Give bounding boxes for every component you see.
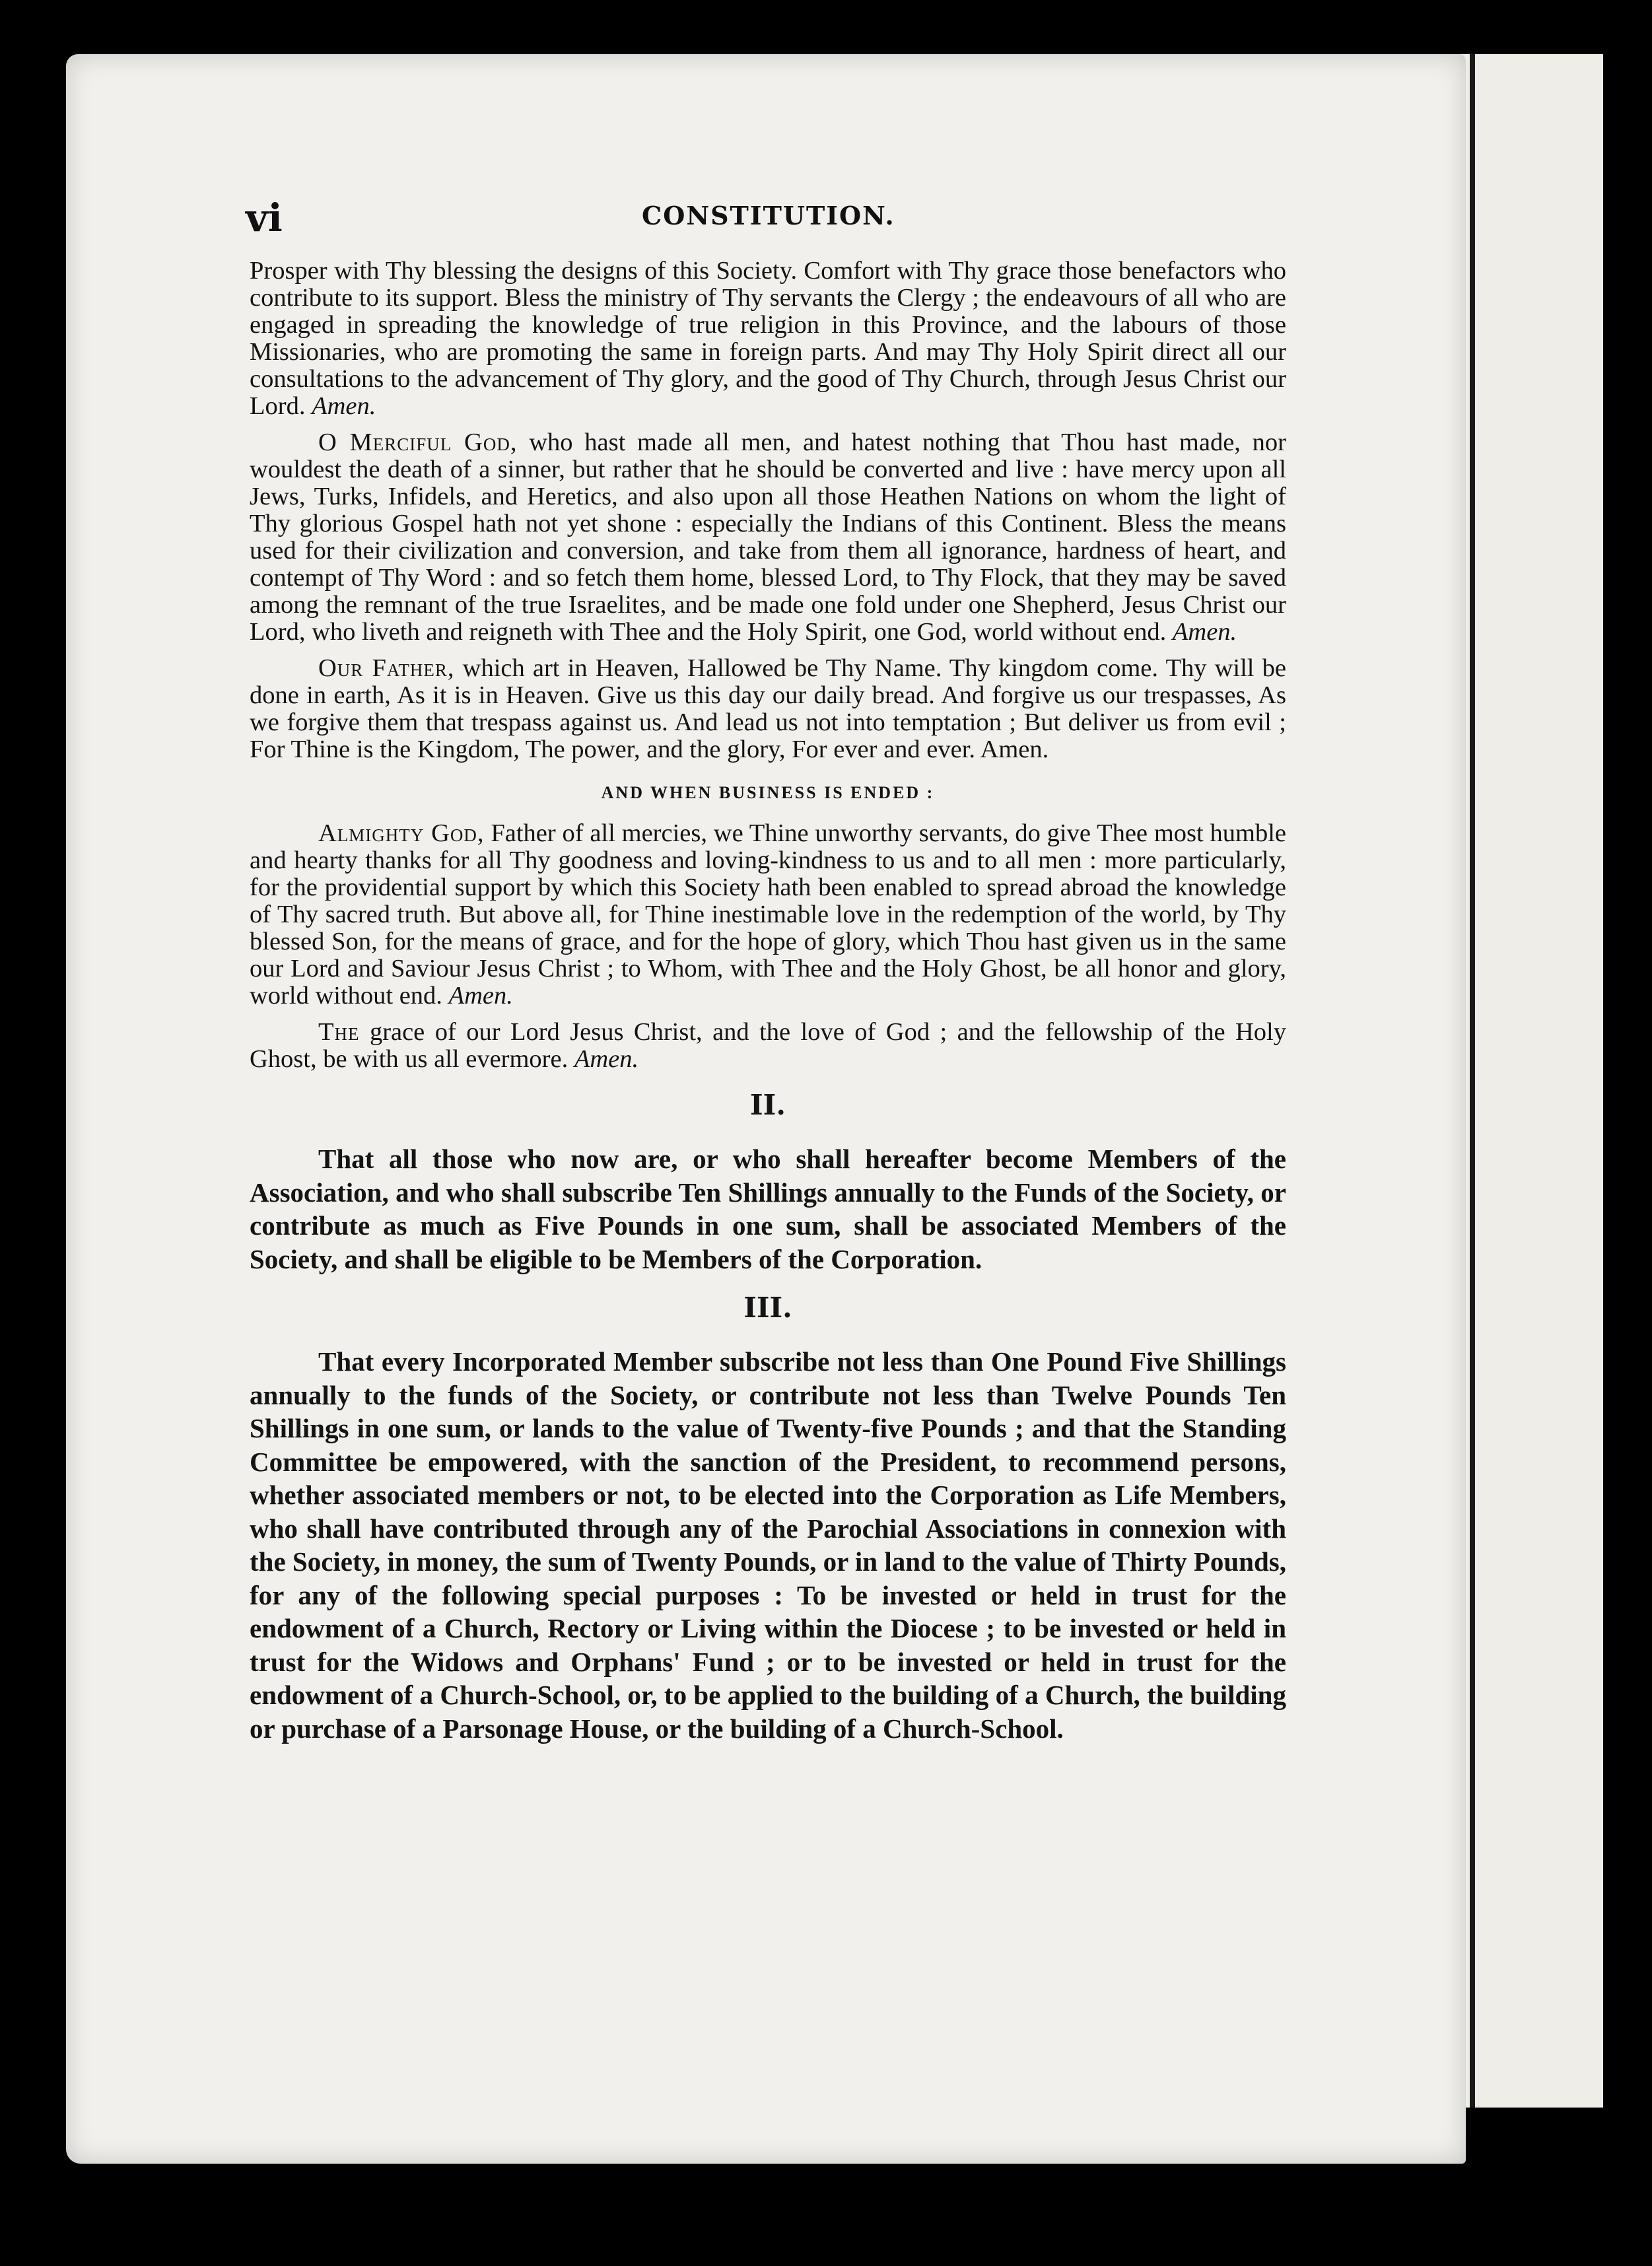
prayer-merciful-god: [250, 429, 1286, 646]
page-body: [250, 258, 1286, 1745]
article-ii-text: That all those who now are, or who shall hereafter become Members of the Association, and who shall subscribe Ten Shillings annually to the Funds of the Society, or contribute as much as Five Pounds in one sum, shall be associated Members of the Society, and shall be eligible to be Members of the Corporation.: [250, 1144, 1286, 1274]
prayer-text: who hast made all men, and hatest nothing that Thou hast made, nor wouldest the death of a sinner, but rather that he should be converted and live : have mercy upon all Jews, Turks, Infidels, and Heretics, and also upon all those Heathen Nations on whom the light of Thy glorious Gospel hath not yet shone : especially the Indians of this Continent. Bless the means used for their civilization and conversion, and take from them all ignorance, hardness of heart, and contempt of Thy Word : and so fetch them home, blessed Lord, to Thy Flock, that they may be saved among the remnant of the true Israelites, and be made one fold under one Shepherd, Jesus Christ our Lord, who liveth and reigneth with Thee and the Holy Spirit, one God, world without end.: [250, 429, 1286, 646]
prayer-our-father: [250, 655, 1286, 763]
prayer-opening-words: O Merciful God,: [318, 429, 518, 456]
prayer-text: which art in Heaven, Hallowed be Thy Name. Thy kingdom come. Thy will be done in earth, As it is in Heaven. Give us this day our daily bread. And forgive us our trespasses, As we forgive them that trespass against us. And lead us not into temptation ; But deliver us from evil ; For Thine is the Kingdom, The power, and the glory, For ever and ever. Amen.: [250, 654, 1286, 763]
prayer-grace: [250, 1019, 1286, 1073]
amen: Amen.: [1172, 618, 1237, 646]
amen: Amen.: [312, 392, 376, 420]
prayer-opening-words: The: [318, 1018, 360, 1046]
section-title: CONSTITUTION.: [642, 201, 895, 230]
prayer-text: grace of our Lord Jesus Christ, and the love of God ; and the fellowship of the Holy Ghost, be with us all evermore.: [250, 1018, 1286, 1073]
running-head: [246, 195, 1288, 242]
article-number-iii: III.: [743, 1291, 792, 1324]
prayer-opening-words: Almighty God,: [318, 819, 485, 847]
page-fold-line: [1470, 54, 1475, 2108]
prayer-prosper: [250, 258, 1286, 420]
amen: Amen.: [448, 982, 513, 1010]
prayer-almighty-god: [250, 820, 1286, 1010]
article-iii-text: That every Incorporated Member subscribe not less than One Pound Five Shillings annually to the funds of the Society, or contribute not less than Twelve Pounds Ten Shillings in one sum, or lands to the value of Twenty-five Pounds ; and that the Standing Committee be empowered, with the sanction of the President, to recommend persons, whether associated members or not, to be elected into the Corporation as Life Members, who shall have contributed through any of the Parochial Associations in connexion with the Society, in money, the sum of Twenty Pounds, or in land to the value of Thirty Pounds, for any of the following special purposes : To be invested or held in trust for the endowment of a Church, Rectory or Living within the Diocese ; to be invested or held in trust for the Widows and Orphans' Fund ; or to be invested or held in trust for the endowment of a Church-School, or, to be applied to the building of a Church, the building or purchase of a Parsonage House, or the building of a Church-School.: [250, 1346, 1286, 1744]
amen: Amen.: [574, 1045, 639, 1073]
prayer-text: Father of all mercies, we Thine unworthy servants, do give Thee most humble and hearty thanks for all Thy goodness and loving-kindness to us and to all men : more particularly, for the providential support by which this Society hath been enabled to spread abroad the knowledge of Thy sacred truth. But above all, for Thine inestimable love in the redemption of the world, by Thy blessed Son, for the means of grace, and for the hope of glory, which Thou hast given us in the same our Lord and Saviour Jesus Christ ; to Whom, with Thee and the Holy Ghost, be all honor and glory, world without end.: [250, 819, 1286, 1010]
article-number-ii: II.: [750, 1089, 786, 1121]
prayer-text: Prosper with Thy blessing the designs of this Society. Comfort with Thy grace those benefactors who contribute to its support. Bless the ministry of Thy servants the Clergy ; the endeavours of all who are engaged in spreading the knowledge of true religion in this Province, and the labours of those Missionaries, who are promoting the same in foreign parts. And may Thy Holy Spirit direct all our consultations to the advancement of Thy glory, and the good of Thy Church, through Jesus Christ our Lord.: [250, 257, 1286, 420]
page-number: vi: [246, 195, 283, 240]
prayer-opening-words: Our Father,: [318, 654, 455, 682]
business-ended-heading: AND WHEN BUSINESS IS ENDED :: [601, 783, 935, 802]
